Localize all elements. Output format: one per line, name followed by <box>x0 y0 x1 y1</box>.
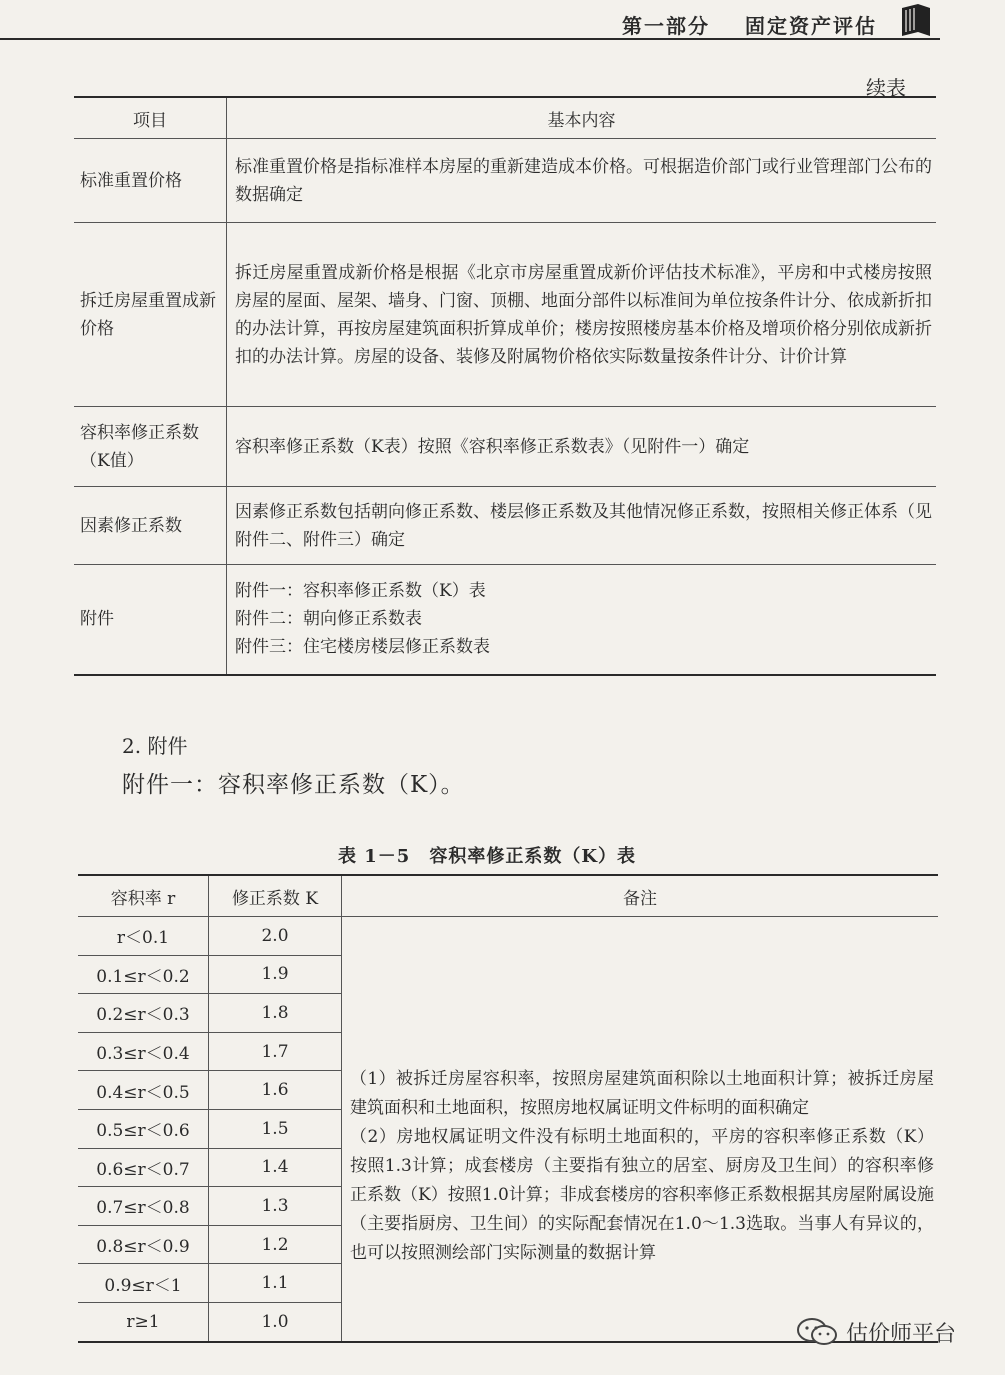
column-header-content: 基本内容 <box>227 97 937 139</box>
coefficient-cell: 1.4 <box>209 1148 342 1187</box>
table-caption: 表 1－5 容积率修正系数（K）表 <box>338 846 636 867</box>
table-row <box>74 487 936 565</box>
note-paragraph: （2）房地权属证明文件没有标明土地面积的，平房的容积率修正系数（K）按照1.3计算；成套楼房（主要指有独立的居室、厨房及卫生间）的容积率修正系数（K）按照1.0计算；非成套楼房的容积率修正系数根据其房屋附属设施（主要指厨房、卫生间）的实际配套情况在1.0～1.3选取。当事人有异议的，也可以按照测绘部门实际测量的数据计算 <box>350 1127 934 1263</box>
row-content: 容积率修正系数（K表）按照《容积率修正系数表》（见附件一）确定 <box>227 407 937 487</box>
coefficient-cell: 2.0 <box>209 917 342 956</box>
plot-ratio-cell: 0.8≤r＜0.9 <box>78 1225 209 1264</box>
plot-ratio-cell: 0.1≤r＜0.2 <box>78 955 209 994</box>
table-row <box>74 139 936 223</box>
basic-content-table <box>74 96 936 676</box>
table-header-row <box>78 875 938 917</box>
running-header <box>0 0 1005 44</box>
coefficient-cell: 1.0 <box>209 1302 342 1341</box>
wechat-icon <box>796 1317 838 1347</box>
coefficient-cell: 1.9 <box>209 955 342 994</box>
table-row <box>74 565 936 675</box>
note-paragraph: （1）被拆迁房屋容积率，按照房屋建筑面积除以土地面积计算；被拆迁房屋建筑面积和土地面积，按照房地权属证明文件标明的面积确定 <box>350 1069 934 1118</box>
watermark <box>796 1314 956 1350</box>
column-header-item: 项目 <box>74 97 227 139</box>
coefficient-cell: 1.6 <box>209 1071 342 1110</box>
table-row <box>78 917 938 956</box>
plot-ratio-cell: r≥1 <box>78 1302 209 1341</box>
coefficient-cell: 1.8 <box>209 994 342 1033</box>
plot-ratio-cell: 0.6≤r＜0.7 <box>78 1148 209 1187</box>
plot-ratio-cell: r＜0.1 <box>78 917 209 956</box>
book-icon <box>900 2 932 38</box>
notes-cell <box>342 917 939 1342</box>
plot-ratio-cell: 0.7≤r＜0.8 <box>78 1187 209 1226</box>
appendix-list-item: 附件一：容积率修正系数（K）表 <box>235 581 486 602</box>
row-item-label: 拆迁房屋重置成新价格 <box>74 223 227 407</box>
plot-ratio-cell: 0.9≤r＜1 <box>78 1264 209 1303</box>
row-content: 拆迁房屋重置成新价格是根据《北京市房屋重置成新价评估技术标准》，平房和中式楼房按照房屋的屋面、屋架、墙身、门窗、顶棚、地面分部件以标准间为单位按条件计分、依成新折扣的办法计算，再按房屋建筑面积折算成单价；楼房按照楼房基本价格及增项价格分别依成新折扣的办法计算。房屋的设备、装修及附属物价格依实际数量按条件计分、计价计算 <box>227 223 937 407</box>
row-item-label: 附件 <box>74 565 227 675</box>
row-content-appendix-list <box>227 565 937 675</box>
header-rule <box>0 38 940 40</box>
coefficient-cell: 1.7 <box>209 1032 342 1071</box>
continued-label: 续表 <box>866 76 906 100</box>
column-header-plot-ratio: 容积率 r <box>78 875 209 917</box>
watermark-text: 估价师平台 <box>846 1321 957 1347</box>
table-header-row <box>74 97 936 139</box>
row-item-label: 因素修正系数 <box>74 487 227 565</box>
column-header-coefficient: 修正系数 K <box>209 875 342 917</box>
row-item-label: 容积率修正系数（K值） <box>74 407 227 487</box>
header-chapter-title: 固定资产评估 <box>745 14 877 38</box>
row-content: 因素修正系数包括朝向修正系数、楼层修正系数及其他情况修正系数，按照相关修正体系（见附件二、附件三）确定 <box>227 487 937 565</box>
appendix-list-item: 附件三：住宅楼房楼层修正系数表 <box>235 637 490 658</box>
appendix-list-item: 附件二：朝向修正系数表 <box>235 609 422 630</box>
coefficient-cell: 1.2 <box>209 1225 342 1264</box>
plot-ratio-cell: 0.4≤r＜0.5 <box>78 1071 209 1110</box>
table-row <box>74 223 936 407</box>
plot-ratio-cell: 0.3≤r＜0.4 <box>78 1032 209 1071</box>
coefficient-cell: 1.3 <box>209 1187 342 1226</box>
plot-ratio-coefficient-table <box>78 874 938 1343</box>
row-content: 标准重置价格是指标准样本房屋的重新建造成本价格。可根据造价部门或行业管理部门公布的数据确定 <box>227 139 937 223</box>
plot-ratio-cell: 0.2≤r＜0.3 <box>78 994 209 1033</box>
coefficient-cell: 1.1 <box>209 1264 342 1303</box>
column-header-notes: 备注 <box>342 875 939 917</box>
table-row <box>74 407 936 487</box>
coefficient-cell: 1.5 <box>209 1109 342 1148</box>
row-item-label: 标准重置价格 <box>74 139 227 223</box>
appendix-heading: 附件一：容积率修正系数（K）。 <box>122 772 465 798</box>
plot-ratio-cell: 0.5≤r＜0.6 <box>78 1109 209 1148</box>
header-part-label: 第一部分 <box>622 14 710 38</box>
section-heading: 2. 附件 <box>122 734 188 758</box>
